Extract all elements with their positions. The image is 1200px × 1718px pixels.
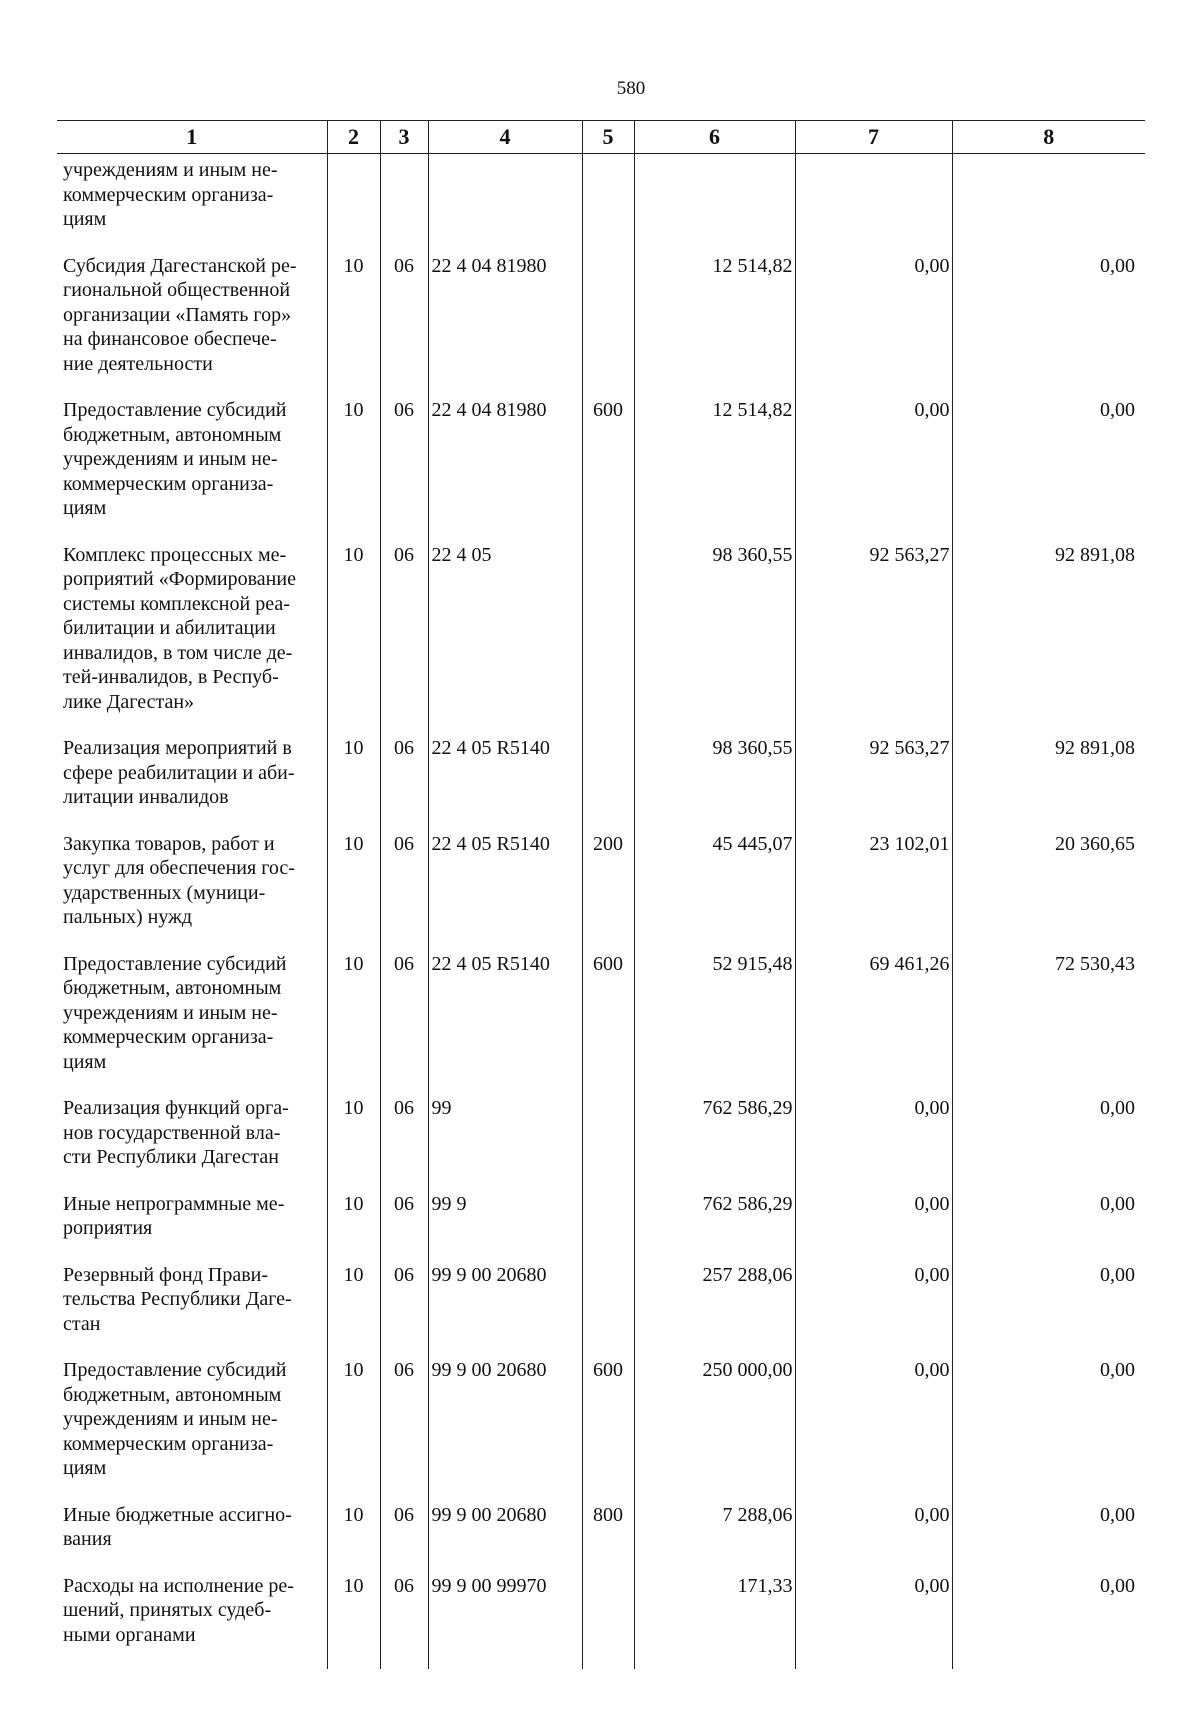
cell-expense-type: 600	[582, 1358, 634, 1503]
cell-target-article: 99 9 00 20680	[428, 1358, 582, 1503]
cell-section: 10	[327, 254, 380, 399]
cell-amount-col8: 0,00	[952, 254, 1145, 399]
budget-table	[57, 120, 1145, 1669]
cell-amount-col6: 762 586,29	[634, 1096, 795, 1192]
cell-target-article: 99 9 00 20680	[428, 1503, 582, 1574]
header-col-1: 1	[57, 121, 327, 154]
table-row	[57, 1503, 1145, 1574]
cell-amount-col8: 0,00	[952, 1574, 1145, 1670]
table-row	[57, 154, 1145, 254]
cell-amount-col8: 0,00	[952, 1192, 1145, 1263]
cell-subsection: 06	[380, 1263, 428, 1359]
cell-amount-col6	[634, 154, 795, 254]
cell-description: учреждениям и иным не- коммерческим организа- циям	[63, 159, 278, 230]
cell-description: Закупка товаров, работ и услуг для обеспечения гос- ударственных (муници- пальных) нужд	[63, 832, 295, 928]
header-col-7: 7	[795, 121, 952, 154]
table-row	[57, 398, 1145, 543]
cell-description: Предоставление субсидий бюджетным, автономным учреждениям и иным не- коммерческим организа- циям	[63, 399, 287, 519]
cell-description: Предоставление субсидий бюджетным, автономным учреждениям и иным не- коммерческим организа- циям	[63, 952, 287, 1073]
cell-subsection: 06	[380, 543, 428, 737]
header-col-6: 6	[634, 121, 795, 154]
cell-description: Реализация функций орга- нов государственной вла- сти Республики Дагестан	[63, 1097, 289, 1168]
table-row	[57, 1358, 1145, 1503]
cell-amount-col8	[952, 154, 1145, 254]
cell-section: 10	[327, 832, 380, 952]
cell-section: 10	[327, 1192, 380, 1263]
cell-target-article: 22 4 05	[428, 543, 582, 737]
cell-description: Субсидия Дагестанской ре- гиональной общественной организации «Память гор» на финансовое обеспече- ние деятельности	[63, 254, 297, 375]
cell-amount-col7: 69 461,26	[795, 952, 952, 1097]
cell-expense-type	[582, 543, 634, 737]
cell-amount-col6: 98 360,55	[634, 543, 795, 737]
cell-amount-col7: 0,00	[795, 398, 952, 543]
table-row	[57, 1574, 1145, 1670]
cell-amount-col8: 0,00	[952, 1358, 1145, 1503]
table-body	[57, 154, 1145, 1670]
cell-amount-col8: 0,00	[952, 1263, 1145, 1359]
cell-expense-type	[582, 1096, 634, 1192]
page-number: 580	[616, 78, 646, 99]
cell-amount-col6: 762 586,29	[634, 1192, 795, 1263]
table-row	[57, 1096, 1145, 1192]
cell-description: Резервный фонд Прави- тельства Республики Даге- стан	[63, 1263, 292, 1335]
cell-description: Расходы на исполнение ре- шений, принятых судеб- ными органами	[63, 1574, 294, 1646]
cell-description: Иные бюджетные ассигно- вания	[63, 1503, 292, 1550]
cell-subsection: 06	[380, 398, 428, 543]
cell-expense-type	[582, 1574, 634, 1670]
header-col-2: 2	[327, 121, 380, 154]
cell-description: Предоставление субсидий бюджетным, автономным учреждениям и иным не- коммерческим организа- циям	[63, 1359, 287, 1479]
header-col-5: 5	[582, 121, 634, 154]
cell-section: 10	[327, 952, 380, 1097]
cell-target-article	[428, 154, 582, 254]
cell-description: Комплекс процессных ме- роприятий «Формирование системы комплексной реа- билитации и абилитации инвалидов, в том числе де- тей-инвалидов, в Респуб- лике Дагестан»	[63, 543, 296, 713]
table-row	[57, 1263, 1145, 1359]
cell-section: 10	[327, 1358, 380, 1503]
cell-amount-col8: 72 530,43	[952, 952, 1145, 1097]
cell-amount-col7: 0,00	[795, 1574, 952, 1670]
cell-subsection: 06	[380, 952, 428, 1097]
cell-amount-col7: 0,00	[795, 1503, 952, 1574]
cell-amount-col7: 92 563,27	[795, 736, 952, 832]
cell-subsection	[380, 154, 428, 254]
table-row	[57, 254, 1145, 399]
cell-target-article: 99 9	[428, 1192, 582, 1263]
cell-subsection: 06	[380, 1358, 428, 1503]
cell-description: Реализация мероприятий в сфере реабилитации и аби- литации инвалидов	[63, 737, 295, 808]
cell-target-article: 22 4 05 R5140	[428, 736, 582, 832]
cell-amount-col6: 257 288,06	[634, 1263, 795, 1359]
header-col-3: 3	[380, 121, 428, 154]
table-row	[57, 1192, 1145, 1263]
cell-amount-col7: 0,00	[795, 1096, 952, 1192]
cell-section	[327, 154, 380, 254]
cell-expense-type: 600	[582, 398, 634, 543]
cell-amount-col7: 92 563,27	[795, 543, 952, 737]
table-header	[57, 121, 1145, 154]
cell-subsection: 06	[380, 1503, 428, 1574]
cell-amount-col6: 250 000,00	[634, 1358, 795, 1503]
cell-subsection: 06	[380, 1574, 428, 1670]
cell-section: 10	[327, 736, 380, 832]
cell-amount-col7	[795, 154, 952, 254]
cell-amount-col8: 92 891,08	[952, 543, 1145, 737]
cell-target-article: 22 4 05 R5140	[428, 952, 582, 1097]
cell-target-article: 22 4 04 81980	[428, 398, 582, 543]
cell-expense-type	[582, 1192, 634, 1263]
cell-section: 10	[327, 1503, 380, 1574]
cell-amount-col8: 0,00	[952, 1096, 1145, 1192]
cell-section: 10	[327, 1096, 380, 1192]
cell-target-article: 22 4 05 R5140	[428, 832, 582, 952]
cell-amount-col8: 0,00	[952, 398, 1145, 543]
cell-amount-col6: 7 288,06	[634, 1503, 795, 1574]
cell-amount-col6: 12 514,82	[634, 398, 795, 543]
cell-target-article: 22 4 04 81980	[428, 254, 582, 399]
cell-subsection: 06	[380, 736, 428, 832]
cell-expense-type: 600	[582, 952, 634, 1097]
cell-subsection: 06	[380, 832, 428, 952]
cell-target-article: 99	[428, 1096, 582, 1192]
table-row	[57, 736, 1145, 832]
header-row	[57, 121, 1145, 154]
cell-amount-col7: 0,00	[795, 1358, 952, 1503]
cell-expense-type	[582, 736, 634, 832]
cell-amount-col8: 92 891,08	[952, 736, 1145, 832]
cell-expense-type	[582, 254, 634, 399]
cell-amount-col8: 20 360,65	[952, 832, 1145, 952]
budget-table-container	[57, 120, 1145, 1669]
table-row	[57, 952, 1145, 1097]
header-col-8: 8	[952, 121, 1145, 154]
cell-amount-col7: 0,00	[795, 254, 952, 399]
cell-section: 10	[327, 1263, 380, 1359]
cell-amount-col6: 45 445,07	[634, 832, 795, 952]
cell-amount-col7: 23 102,01	[795, 832, 952, 952]
cell-target-article: 99 9 00 99970	[428, 1574, 582, 1670]
cell-expense-type	[582, 154, 634, 254]
cell-amount-col6: 52 915,48	[634, 952, 795, 1097]
cell-target-article: 99 9 00 20680	[428, 1263, 582, 1359]
table-row	[57, 543, 1145, 737]
table-row	[57, 832, 1145, 952]
cell-subsection: 06	[380, 1096, 428, 1192]
cell-section: 10	[327, 543, 380, 737]
cell-amount-col6: 12 514,82	[634, 254, 795, 399]
cell-amount-col6: 98 360,55	[634, 736, 795, 832]
cell-amount-col6: 171,33	[634, 1574, 795, 1670]
cell-expense-type: 800	[582, 1503, 634, 1574]
cell-description: Иные непрограммные ме- роприятия	[63, 1192, 285, 1239]
cell-expense-type: 200	[582, 832, 634, 952]
cell-subsection: 06	[380, 254, 428, 399]
cell-expense-type	[582, 1263, 634, 1359]
cell-amount-col7: 0,00	[795, 1263, 952, 1359]
cell-subsection: 06	[380, 1192, 428, 1263]
header-col-4: 4	[428, 121, 582, 154]
cell-amount-col8: 0,00	[952, 1503, 1145, 1574]
cell-section: 10	[327, 1574, 380, 1670]
cell-amount-col7: 0,00	[795, 1192, 952, 1263]
cell-section: 10	[327, 398, 380, 543]
